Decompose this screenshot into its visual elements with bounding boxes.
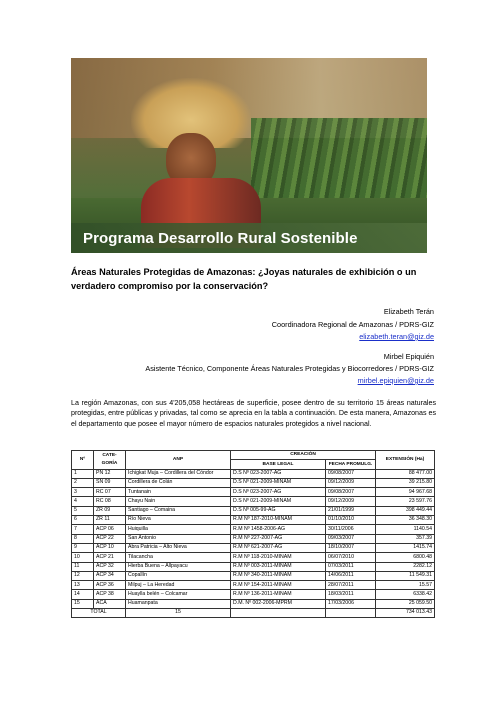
banner-title: Programa Desarrollo Rural Sostenible — [83, 230, 358, 247]
total-count: 15 — [126, 609, 231, 618]
table-body — [72, 469, 435, 608]
row-date: 28/07/2011 — [326, 581, 376, 590]
row-date: 14/06/2011 — [326, 571, 376, 580]
banner-title-bar — [71, 223, 427, 253]
row-extension: 25 059.50 — [376, 599, 435, 608]
header-anp: ANP — [126, 451, 231, 470]
row-extension: 36 348.30 — [376, 516, 435, 525]
total-empty-2 — [326, 609, 376, 618]
row-legal-base: R.M Nº 340-2011-MINAM — [231, 571, 326, 580]
header-num: Nº — [72, 451, 94, 470]
row-date: 07/03/2011 — [326, 562, 376, 571]
row-number: 1 — [72, 469, 94, 478]
table-row — [72, 581, 435, 590]
row-number: 8 — [72, 534, 94, 543]
row-number: 4 — [72, 497, 94, 506]
row-date: 09/08/2007 — [326, 469, 376, 478]
intro-paragraph: La región Amazonas, con sus 4'205,058 hectáreas de superficie, posee dentro de su territorio 15 áreas naturales protegidas, entre públicas y privadas, tal como se aprecia en la tabla a continuación. De esta manera, Amazonas es el departamento que posee el mayor número de espacios naturales protegidos a nivel nacional. — [71, 399, 436, 428]
row-extension: 1415.74 — [376, 543, 435, 552]
row-legal-base: D.S Nº 023-2007-AG — [231, 469, 326, 478]
row-extension: 1140.54 — [376, 525, 435, 534]
row-anp-name: Huaylla belén – Colcamar — [126, 590, 231, 599]
row-extension: 11 549.31 — [376, 571, 435, 580]
row-category: ACP 38 — [94, 590, 126, 599]
row-date: 18/03/2011 — [326, 590, 376, 599]
row-legal-base: D.S Nº 023-2007-AG — [231, 488, 326, 497]
table-row — [72, 506, 435, 515]
author-2-email-link[interactable]: mirbel.epiquien@giz.de — [357, 376, 434, 385]
row-category: PN 12 — [94, 469, 126, 478]
row-extension: 398 449.44 — [376, 506, 435, 515]
row-date: 09/12/2009 — [326, 497, 376, 506]
table-row — [72, 516, 435, 525]
row-legal-base: R.M Nº 1458-2006-AG — [231, 525, 326, 534]
header-base-legal: BASE LEGAL — [231, 460, 326, 469]
row-anp-name: Cordillera de Colán — [126, 478, 231, 487]
row-number: 6 — [72, 516, 94, 525]
row-category: ACP 06 — [94, 525, 126, 534]
row-number: 12 — [72, 571, 94, 580]
row-anp-name: Milpuj – La Heredad — [126, 581, 231, 590]
table-total-row — [72, 609, 435, 618]
row-anp-name: San Antonio — [126, 534, 231, 543]
header-extension: EXTENSIÓN (Ha) — [376, 451, 435, 470]
table-row — [72, 497, 435, 506]
author-1-role: Coordinadora Regional de Amazonas / PDRS-GIZ — [271, 320, 434, 329]
table-row — [72, 469, 435, 478]
row-anp-name: Tuntanain — [126, 488, 231, 497]
total-sum: 734 013.43 — [376, 609, 435, 618]
row-legal-base: R.M Nº 154-2011-MINAM — [231, 581, 326, 590]
header-banner-image — [71, 58, 427, 253]
row-extension: 15.57 — [376, 581, 435, 590]
row-number: 15 — [72, 599, 94, 608]
row-number: 3 — [72, 488, 94, 497]
row-extension: 39 215.80 — [376, 478, 435, 487]
row-category: ZR 09 — [94, 506, 126, 515]
row-legal-base: D.S Nº 021-2009-MINAM — [231, 497, 326, 506]
row-anp-name: Santiago – Comaina — [126, 506, 231, 515]
row-anp-name: Copallín — [126, 571, 231, 580]
row-date: 21/01/1999 — [326, 506, 376, 515]
row-date: 09/08/2007 — [326, 488, 376, 497]
author-2-role: Asistente Técnico, Componente Áreas Naturales Protegidas y Biocorredores / PDRS-GIZ — [145, 364, 434, 373]
row-extension: 6800.48 — [376, 553, 435, 562]
row-category: ACP 34 — [94, 571, 126, 580]
row-number: 5 — [72, 506, 94, 515]
row-date: 18/10/2007 — [326, 543, 376, 552]
row-extension: 357.39 — [376, 534, 435, 543]
row-extension: 6338.42 — [376, 590, 435, 599]
row-number: 2 — [72, 478, 94, 487]
row-anp-name: Río Nieva — [126, 516, 231, 525]
row-legal-base: D.S Nº 005-99-AG — [231, 506, 326, 515]
row-number: 10 — [72, 553, 94, 562]
row-legal-base: R.M Nº 227-2007-AG — [231, 534, 326, 543]
row-anp-name: Huamanpata — [126, 599, 231, 608]
total-empty-1 — [231, 609, 326, 618]
table-row — [72, 534, 435, 543]
table-row — [72, 553, 435, 562]
row-number: 9 — [72, 543, 94, 552]
row-extension: 94 967.68 — [376, 488, 435, 497]
row-legal-base: R.M Nº 621-2007-AG — [231, 543, 326, 552]
row-legal-base: R.M Nº 118-2010-MINAM — [231, 553, 326, 562]
author-1-name: Elizabeth Terán — [383, 307, 434, 316]
table-row — [72, 590, 435, 599]
row-anp-name: Hierba Buena – Allpayacu — [126, 562, 231, 571]
row-anp-name: Ichigkat Muja – Cordillera del Cóndor — [126, 469, 231, 478]
total-label: TOTAL — [72, 609, 126, 618]
row-category: ACP 22 — [94, 534, 126, 543]
header-category: CATE-GORÍA — [94, 451, 126, 470]
row-number: 11 — [72, 562, 94, 571]
row-category: ZR 11 — [94, 516, 126, 525]
row-legal-base: R.M Nº 187-2010-MINAM — [231, 516, 326, 525]
row-number: 7 — [72, 525, 94, 534]
row-category: ACP 21 — [94, 553, 126, 562]
table-row — [72, 599, 435, 608]
row-category: RC 08 — [94, 497, 126, 506]
header-creacion: CREACIÓN — [231, 451, 376, 460]
table-row — [72, 478, 435, 487]
row-category: ACP 32 — [94, 562, 126, 571]
row-date: 09/03/2007 — [326, 534, 376, 543]
article-heading: Áreas Naturales Protegidas de Amazonas: ¿Joyas naturales de exhibición o un verdadero compromiso por la conservación? — [71, 267, 417, 291]
author-2-name: Mirbel Epiquién — [383, 352, 434, 361]
table-row — [72, 571, 435, 580]
row-extension: 2282.12 — [376, 562, 435, 571]
table-row — [72, 543, 435, 552]
row-legal-base: R.M Nº 003-2011-MINAM — [231, 562, 326, 571]
table-row — [72, 562, 435, 571]
table-row — [72, 525, 435, 534]
row-date: 30/11/2006 — [326, 525, 376, 534]
row-number: 13 — [72, 581, 94, 590]
table-row — [72, 488, 435, 497]
row-category: SN 09 — [94, 478, 126, 487]
row-number: 14 — [72, 590, 94, 599]
row-extension: 23 597.76 — [376, 497, 435, 506]
protected-areas-table — [71, 450, 435, 618]
row-date: 01/10/2010 — [326, 516, 376, 525]
row-anp-name: Abra Patricia – Alto Nieva — [126, 543, 231, 552]
row-date: 06/07/2010 — [326, 553, 376, 562]
header-fecha: FECHA PROMULG. — [326, 460, 376, 469]
author-1-email-link[interactable]: elizabeth.teran@giz.de — [359, 332, 434, 341]
row-legal-base: R.M Nº 136-2011-MINAM — [231, 590, 326, 599]
row-anp-name: Chayu Nain — [126, 497, 231, 506]
row-date: 17/03/2006 — [326, 599, 376, 608]
row-anp-name: Tilacancha — [126, 553, 231, 562]
row-anp-name: Huiquilla — [126, 525, 231, 534]
row-category: ACP 10 — [94, 543, 126, 552]
row-category: ACP 36 — [94, 581, 126, 590]
row-category: ACA — [94, 599, 126, 608]
row-extension: 88 477.00 — [376, 469, 435, 478]
row-date: 09/12/2009 — [326, 478, 376, 487]
row-legal-base: D.M. Nº 002-2006-MPRM — [231, 599, 326, 608]
row-category: RC 07 — [94, 488, 126, 497]
row-legal-base: D.S Nº 021-2009-MINAM — [231, 478, 326, 487]
